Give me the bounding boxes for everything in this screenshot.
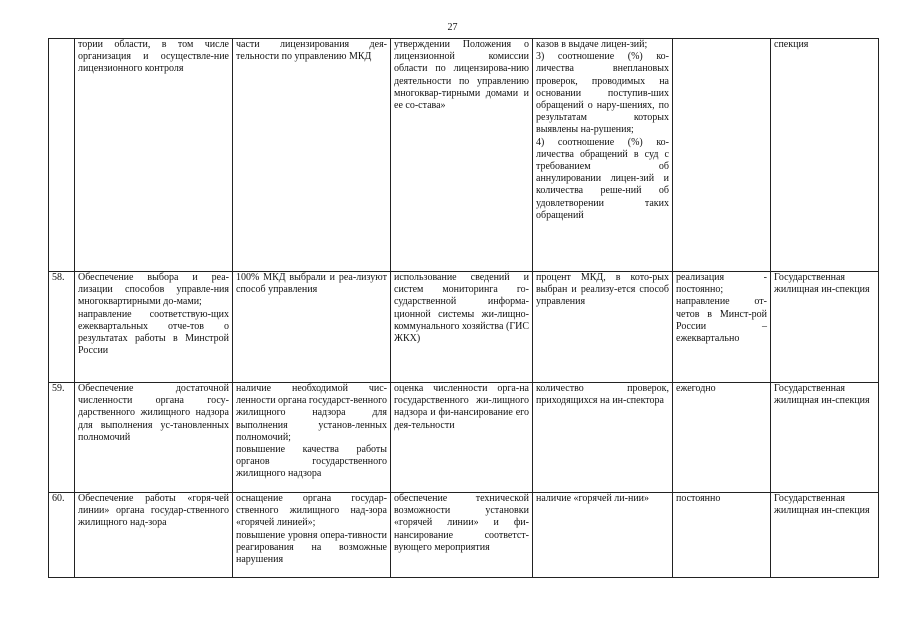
table-row	[49, 39, 879, 272]
measures-cell	[391, 493, 533, 578]
executor-text: Государственная жилищная ин-спекция	[774, 493, 870, 517]
term-cell	[673, 39, 771, 272]
indicators-text: казов в выдаче лицен-зий; 3) соотношение (%) ко-личества внеплановых проверок, проводимых на основании поступив-ших обращений о нару-шениях, по результатам которых выявлены на-рушения; 4) соотношение (%) ко-личества обращений в суд с требованием об аннулировании лицен-зий и количества реше-ний об удовлетворении таких обращений	[536, 39, 669, 221]
result-text: наличие необходимой чис-ленности органа государст-венного жилищного надзора для выполнения установ-ленных полномочий; повышение качества работы органов государственного жилищного надзора	[236, 383, 387, 480]
row-number: 60.	[49, 493, 75, 578]
measures-cell	[391, 272, 533, 383]
indicators-cell	[533, 493, 673, 578]
term-text: постоянно	[676, 493, 721, 504]
table-row	[49, 383, 879, 493]
task-text: Обеспечение работы «горя-чей линии» органа государ-ственного жилищного над-зора	[78, 493, 229, 529]
measures-text: утверждении Положения о лицензионной комиссии области по лицензирова-нию деятельности по управлению многоквар-тирными домами и ее со-става»	[394, 39, 529, 112]
task-cell	[75, 39, 233, 272]
result-cell	[233, 39, 391, 272]
measures-text: оценка численности орга-на государственного жи-лищного надзора и фи-нансирование его дея-тельности	[394, 383, 529, 431]
task-cell	[75, 383, 233, 493]
executor-text: Государственная жилищная ин-спекция	[774, 272, 870, 296]
result-text: части лицензирования дея-тельности по управлению МКД	[236, 39, 387, 63]
term-text: реализация - постоянно; направление от-четов в Минст-рой России – ежеквартально	[676, 272, 767, 345]
term-cell	[673, 493, 771, 578]
task-cell	[75, 272, 233, 383]
page-number: 27	[447, 22, 458, 33]
indicators-cell	[533, 272, 673, 383]
executor-text: Государственная жилищная ин-спекция	[774, 383, 870, 407]
task-text: Обеспечение достаточной численности органа госу-дарственного жилищного надзора для выполнения ус-тановленных полномочий	[78, 383, 229, 443]
result-text: оснащение органа государ-ственного жилищного над-зора «горячей линией»; повышение уровня опера-тивности реагирования на возможные нарушения	[236, 493, 387, 566]
row-number: 59.	[49, 383, 75, 493]
task-cell	[75, 493, 233, 578]
measures-table	[48, 38, 879, 578]
result-text: 100% МКД выбрали и реа-лизуют способ управления	[236, 272, 387, 296]
row-number	[49, 39, 75, 272]
indicators-text: наличие «горячей ли-нии»	[536, 493, 650, 504]
task-text: Обеспечение выбора и реа-лизации способов управле-ния многоквартирными до-мами; направление соответствую-щих ежеквартальных отче-тов о результатах работы в Минстрой России	[78, 272, 229, 357]
executor-cell	[771, 272, 879, 383]
indicators-cell	[533, 39, 673, 272]
task-text: тории области, в том числе организация и осуществле-ние лицензионного контроля	[78, 39, 229, 75]
measures-text: использование сведений и систем мониторинга го-сударственной информа-ционной системы жи-лищно-коммунального хозяйства (ГИС ЖКХ)	[394, 272, 529, 345]
indicators-cell	[533, 383, 673, 493]
indicators-text: процент МКД, в кото-рых выбран и реализу-ется способ управления	[536, 272, 669, 308]
executor-cell	[771, 493, 879, 578]
table-row	[49, 493, 879, 578]
executor-text: спекция	[774, 39, 809, 50]
indicators-text: количество проверок, приходящихся на ин-спектора	[536, 383, 669, 407]
term-cell	[673, 383, 771, 493]
table-row	[49, 272, 879, 383]
measures-cell	[391, 383, 533, 493]
result-cell	[233, 493, 391, 578]
row-number: 58.	[49, 272, 75, 383]
result-cell	[233, 383, 391, 493]
executor-cell	[771, 39, 879, 272]
term-text: ежегодно	[676, 383, 716, 394]
measures-text: обеспечение технической возможности установки «горячей линии» и фи-нансирование соответст-вующего мероприятия	[394, 493, 529, 553]
executor-cell	[771, 383, 879, 493]
term-cell	[673, 272, 771, 383]
result-cell	[233, 272, 391, 383]
measures-cell	[391, 39, 533, 272]
